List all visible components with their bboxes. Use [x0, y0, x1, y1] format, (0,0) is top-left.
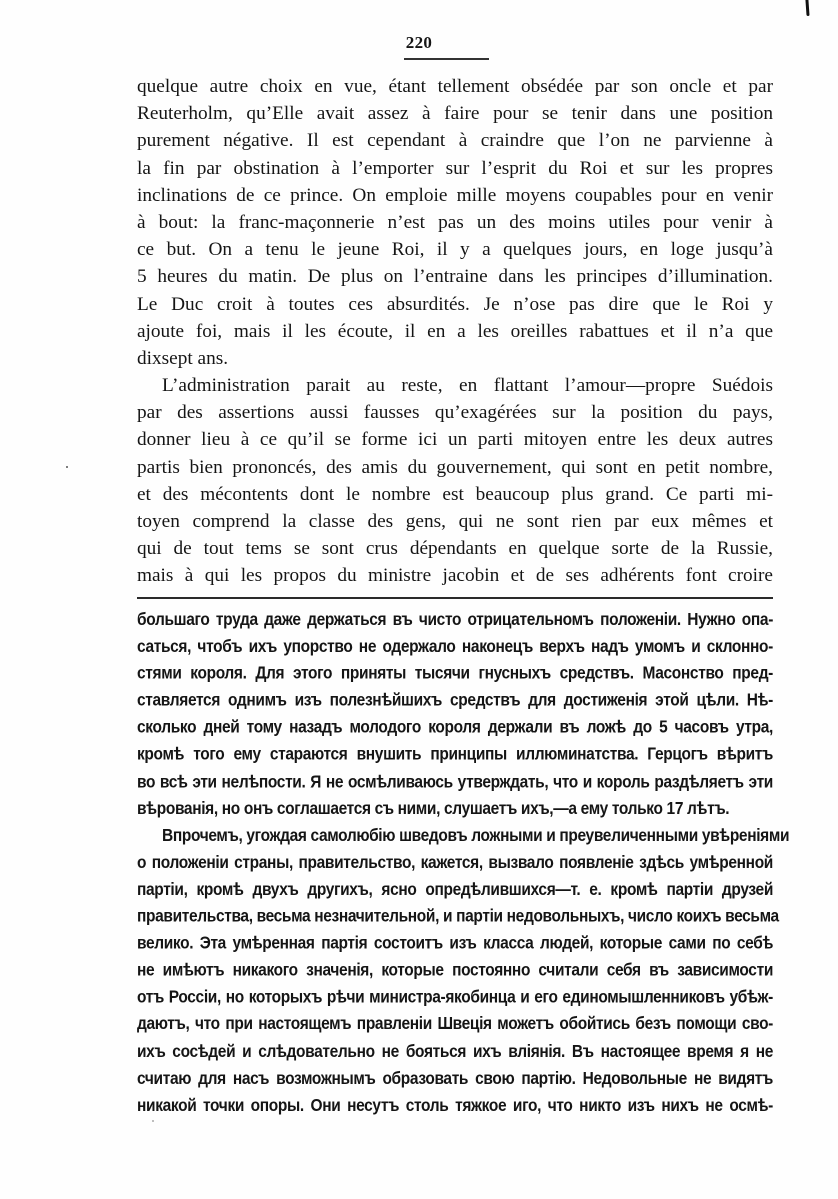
- text-line: во всѣ эти нелѣпости. Я не осмѣливаюсь утверждать, что и король раздѣляетъ эти: [137, 772, 773, 792]
- text-line: отъ Россiи, но которыхъ рѣчи министра-якобинца и его единомышленниковъ убѣж-: [137, 988, 773, 1008]
- french-text-block: [137, 73, 773, 590]
- text-line: даютъ, что при настоящемъ правленiи Швецiя можетъ обойтись безъ помощи сво-: [137, 1015, 773, 1035]
- text-line: inclinations de ce prince. On emploie mille moyens coupables pour en venir: [137, 184, 773, 206]
- text-line: Le Duc croit à toutes ces absurdités. Je n’ose pas dire que le Roi y: [137, 293, 773, 315]
- text-line: велико. Эта умѣренная партiя состоитъ изъ класса людей, которые сами по себѣ: [137, 934, 773, 954]
- text-line: кромѣ того ему стараются внушить принципы иллюминатства. Герцогъ вѣритъ: [137, 745, 773, 765]
- text-line: саться, чтобъ ихъ упорство не одержало наконецъ верхъ надъ умомъ и склонно-: [137, 637, 773, 657]
- text-line: правительства, весьма незначительной, и партiи недовольныхъ, число коихъ весьма: [137, 907, 779, 927]
- text-line: считаю для насъ возможнымъ образовать свою партiю. Недовольные не видятъ: [137, 1069, 773, 1089]
- scan-speck: [66, 466, 68, 468]
- text-line: toyen comprend la classe des gens, qui ne sont rien par eux mêmes et: [137, 511, 773, 532]
- text-line: ихъ сосѣдей и слѣдовательно не бояться ихъ влiянiя. Въ настоящее время я не: [137, 1042, 773, 1062]
- page-number-underline: [404, 58, 489, 60]
- text-line: 5 heures du matin. De plus on l’entraine dans les principes d’illumination.: [137, 266, 773, 288]
- text-line: L’administration parait au reste, en flattant l’amour—propre Suédois: [162, 375, 773, 397]
- text-line: Reuterholm, qu’Elle avait assez à faire pour se tenir dans une position: [137, 103, 773, 125]
- text-line: purement négative. Il est cependant à craindre que l’on ne parvienne à: [137, 130, 773, 152]
- text-line: ajoute foi, mais il les écoute, il en a les oreilles rabattues et il n’a que: [137, 320, 773, 342]
- text-line: не имѣютъ никакого значенiя, которые постоянно считали себя въ зависимости: [137, 961, 773, 981]
- text-line: Впрочемъ, угождая самолюбiю шведовъ ложными и преувеличенными увѣренiями: [162, 826, 790, 846]
- text-line: сколько дней тому назадъ молодого короля держали въ ложѣ до 5 часовъ утра,: [137, 718, 773, 738]
- translation-separator-rule: [137, 597, 773, 599]
- text-line: qui de tout tems se sont crus dépendants en quelque sorte de la Russie,: [137, 538, 773, 560]
- text-line: о положенiи страны, правительство, кажется, вызвало появленiе здѣсь умѣренной: [137, 853, 773, 873]
- text-line: par des assertions aussi fausses qu’exagérées sur la position du pays,: [137, 402, 773, 424]
- text-line: вѣрованiя, но онъ соглашается съ ними, слушаетъ ихъ,—а ему только 17 лѣтъ.: [137, 799, 730, 819]
- text-line: et des mécontents dont le nombre est beaucoup plus grand. Ce parti mi-: [137, 483, 773, 505]
- text-line: ce but. On a tenu le jeune Roi, il y a quelques jours, en loge jusqu’à: [137, 239, 773, 261]
- page-number: 220: [405, 33, 433, 52]
- russian-translation-block: [137, 607, 790, 1120]
- scan-edge-mark: [805, 0, 809, 16]
- text-line: la fin par obstination à l’emporter sur l’esprit du Roi et sur les propres: [137, 157, 773, 179]
- text-line: mais à qui les propos du ministre jacobin et de ses adhérents font croire: [137, 565, 773, 587]
- text-line: quelque autre choix en vue, étant tellement obsédée par son oncle et par: [137, 76, 773, 97]
- scan-speck: [152, 1120, 154, 1122]
- text-line: большаго труда даже держаться въ чисто отрицательномъ положенiи. Нужно опа-: [137, 610, 773, 630]
- text-line: dixsept ans.: [137, 347, 229, 369]
- text-line: стями короля. Для этого приняты тысячи гнусныхъ средствъ. Масонство пред-: [137, 664, 773, 684]
- text-line: à bout: la franc-maçonnerie n’est pas un des moins utiles pour venir à: [137, 211, 773, 233]
- text-line: partis bien prononcés, des amis du gouvernement, qui sont en petit nombre,: [137, 456, 773, 478]
- text-line: ставляется однимъ изъ полезнѣйшихъ средствъ для достиженiя этой цѣли. Нѣ-: [137, 691, 773, 711]
- text-line: donner lieu à ce qu’il se forme ici un parti mitoyen entre les deux autres: [137, 429, 773, 451]
- text-line: никакой точки опоры. Они несутъ столь тяжкое иго, что никто изъ нихъ не осмѣ-: [137, 1096, 773, 1116]
- text-line: партiи, кромѣ двухъ другихъ, ясно опредѣлившихся—т. е. кромѣ партiи друзей: [137, 880, 773, 900]
